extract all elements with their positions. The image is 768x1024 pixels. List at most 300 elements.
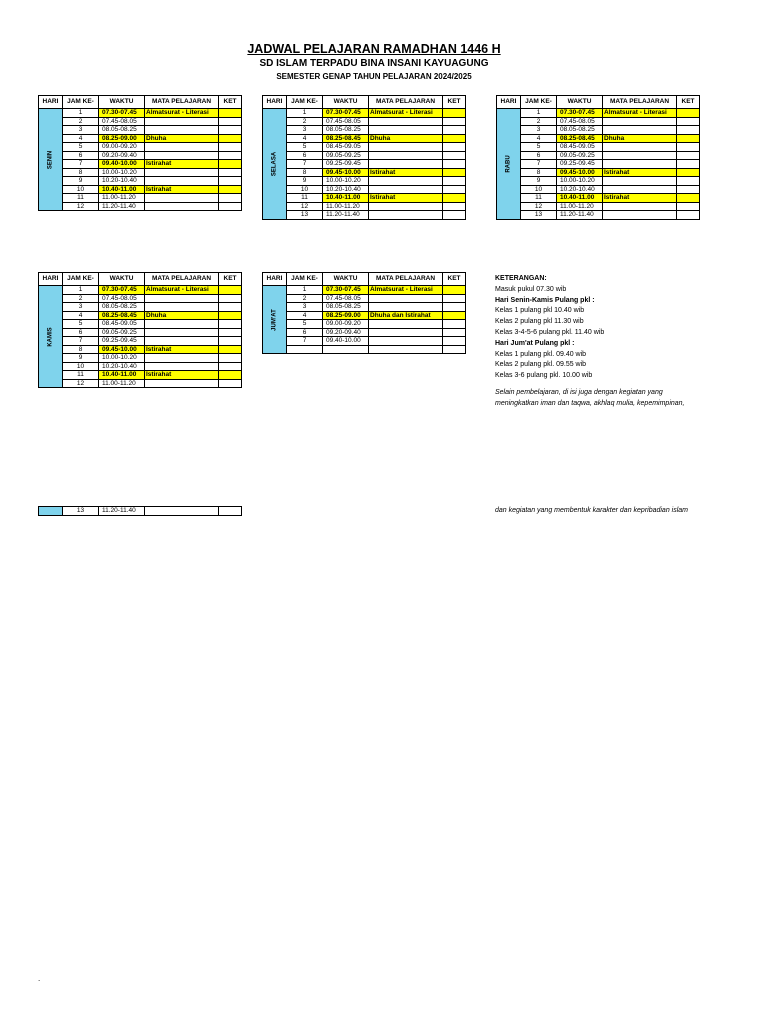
keterangan-line: Kelas 1 pulang pkl. 09.40 wib bbox=[495, 350, 587, 358]
table-row bbox=[263, 328, 466, 337]
jam-cell: 4 bbox=[63, 311, 99, 320]
mapel-cell: Dhuha bbox=[145, 134, 219, 143]
jam-cell: 7 bbox=[63, 337, 99, 346]
table-row bbox=[497, 143, 700, 152]
table-row bbox=[497, 168, 700, 177]
table-row bbox=[497, 177, 700, 186]
waktu-cell: 10.00-10.20 bbox=[323, 177, 369, 186]
waktu-cell: 09.45-10.00 bbox=[557, 168, 603, 177]
selasa-schedule-table bbox=[262, 95, 466, 220]
jam-cell: 4 bbox=[287, 134, 323, 143]
ket-cell bbox=[443, 345, 466, 354]
mapel-cell: Dhuha bbox=[603, 134, 677, 143]
ket-cell bbox=[677, 143, 700, 152]
ket-cell bbox=[219, 202, 242, 211]
ket-header: KET bbox=[219, 273, 242, 286]
kamis-extra-row-table bbox=[38, 506, 242, 516]
mapel-cell: Almatsurat - Literasi bbox=[603, 109, 677, 118]
jam-cell: 12 bbox=[287, 202, 323, 211]
mapel-header: MATA PELAJARAN bbox=[145, 96, 219, 109]
waktu-cell: 08.45-09.05 bbox=[99, 320, 145, 329]
jam-cell: 11 bbox=[287, 194, 323, 203]
waktu-cell: 09.20-09.40 bbox=[99, 151, 145, 160]
mapel-cell: Istirahat bbox=[369, 194, 443, 203]
table-row bbox=[263, 177, 466, 186]
school-name: SD ISLAM TERPADU BINA INSANI KAYUAGUNG bbox=[259, 58, 489, 69]
table-row bbox=[263, 294, 466, 303]
ket-cell bbox=[677, 126, 700, 135]
ket-cell bbox=[443, 294, 466, 303]
ket-cell bbox=[443, 168, 466, 177]
day-cell bbox=[263, 286, 287, 354]
jam-cell: 3 bbox=[521, 126, 557, 135]
jam-cell: 8 bbox=[521, 168, 557, 177]
kamis-schedule-table bbox=[38, 272, 242, 388]
ket-cell bbox=[677, 177, 700, 186]
waktu-cell: 11.00-11.20 bbox=[323, 202, 369, 211]
ket-cell bbox=[219, 143, 242, 152]
ket-cell bbox=[219, 354, 242, 363]
table-row bbox=[39, 507, 242, 516]
waktu-cell: 09.20-09.40 bbox=[323, 328, 369, 337]
table-row bbox=[263, 117, 466, 126]
ket-cell bbox=[219, 294, 242, 303]
mapel-cell bbox=[145, 294, 219, 303]
mapel-cell bbox=[369, 328, 443, 337]
mapel-cell bbox=[145, 379, 219, 388]
mapel-cell bbox=[145, 117, 219, 126]
mapel-cell: Dhuha bbox=[145, 311, 219, 320]
jam-cell: 4 bbox=[521, 134, 557, 143]
keterangan-note: dan kegiatan yang membentuk karakter dan kepribadian islam bbox=[495, 507, 689, 514]
footer-mark: . bbox=[38, 974, 41, 983]
table-row bbox=[263, 160, 466, 169]
mapel-cell bbox=[145, 168, 219, 177]
jam-cell: 8 bbox=[287, 168, 323, 177]
mapel-cell bbox=[145, 202, 219, 211]
waktu-cell: 10.40-11.00 bbox=[99, 371, 145, 380]
mapel-cell: Istirahat bbox=[145, 160, 219, 169]
mapel-header: MATA PELAJARAN bbox=[145, 273, 219, 286]
ket-cell bbox=[677, 194, 700, 203]
keterangan-line: Kelas 3-6 pulang pkl. 10.00 wib bbox=[495, 372, 593, 380]
day-cell bbox=[39, 286, 63, 388]
ket-cell bbox=[443, 320, 466, 329]
mapel-cell bbox=[603, 126, 677, 135]
waktu-cell: 07.30-07.45 bbox=[99, 286, 145, 295]
jam-cell: 11 bbox=[63, 371, 99, 380]
mapel-cell bbox=[369, 126, 443, 135]
mapel-header: MATA PELAJARAN bbox=[603, 96, 677, 109]
jam-cell: 10 bbox=[521, 185, 557, 194]
waktu-cell: 11.00-11.20 bbox=[99, 194, 145, 203]
table-row bbox=[39, 337, 242, 346]
mapel-cell bbox=[369, 345, 443, 354]
jam-cell: 1 bbox=[287, 286, 323, 295]
table-row bbox=[39, 160, 242, 169]
waktu-cell: 09.05-09.25 bbox=[557, 151, 603, 160]
keterangan-line: Kelas 3-4-5-6 pulang pkl. 11.40 wib bbox=[495, 328, 605, 336]
jam-cell: 8 bbox=[63, 345, 99, 354]
ket-cell bbox=[443, 143, 466, 152]
ket-cell bbox=[677, 185, 700, 194]
rabu-schedule-table bbox=[496, 95, 700, 220]
keterangan-line: Kelas 2 pulang pkl 11.30 wib bbox=[495, 318, 584, 326]
jam-cell: 12 bbox=[63, 202, 99, 211]
mapel-cell bbox=[145, 320, 219, 329]
waktu-cell: 10.40-11.00 bbox=[557, 194, 603, 203]
table-row bbox=[497, 109, 700, 118]
waktu-cell: 08.05-08.25 bbox=[557, 126, 603, 135]
table-row bbox=[263, 143, 466, 152]
table-row bbox=[39, 379, 242, 388]
table-row bbox=[39, 294, 242, 303]
waktu-cell: 09.05-09.25 bbox=[99, 328, 145, 337]
waktu-cell: 07.30-07.45 bbox=[323, 109, 369, 118]
ket-cell bbox=[677, 160, 700, 169]
semester-label: SEMESTER GENAP TAHUN PELAJARAN 2024/2025 bbox=[276, 72, 472, 81]
ket-cell bbox=[677, 211, 700, 220]
ket-cell bbox=[219, 379, 242, 388]
mapel-cell bbox=[603, 151, 677, 160]
table-row bbox=[263, 134, 466, 143]
ket-cell bbox=[443, 328, 466, 337]
keterangan-line: Hari Jum'at Pulang pkl : bbox=[495, 339, 575, 347]
mapel-cell bbox=[603, 117, 677, 126]
mapel-cell bbox=[369, 160, 443, 169]
table-row bbox=[39, 371, 242, 380]
day-cell bbox=[497, 109, 521, 220]
mapel-cell bbox=[145, 177, 219, 186]
jam-cell: 2 bbox=[287, 117, 323, 126]
jam-cell: 6 bbox=[63, 151, 99, 160]
mapel-cell bbox=[603, 177, 677, 186]
ket-cell bbox=[219, 507, 242, 516]
mapel-cell bbox=[603, 160, 677, 169]
mapel-cell bbox=[145, 354, 219, 363]
waktu-header: WAKTU bbox=[99, 96, 145, 109]
waktu-cell: 10.40-11.00 bbox=[323, 194, 369, 203]
mapel-cell bbox=[145, 194, 219, 203]
waktu-cell: 08.25-09.00 bbox=[323, 311, 369, 320]
keterangan-note: Selain pembelajaran, di isi juga dengan kegiatan yang bbox=[495, 388, 663, 396]
mapel-cell bbox=[603, 211, 677, 220]
waktu-cell: 11.20-11.40 bbox=[323, 211, 369, 220]
jam-cell: 2 bbox=[63, 117, 99, 126]
mapel-cell: Istirahat bbox=[603, 194, 677, 203]
jam-cell: 9 bbox=[521, 177, 557, 186]
ket-cell bbox=[219, 168, 242, 177]
jam-cell: 5 bbox=[287, 320, 323, 329]
jam-cell: 11 bbox=[521, 194, 557, 203]
jam-cell: 4 bbox=[287, 311, 323, 320]
mapel-cell bbox=[369, 211, 443, 220]
mapel-cell bbox=[369, 303, 443, 312]
ket-cell bbox=[219, 320, 242, 329]
ket-cell bbox=[443, 177, 466, 186]
ket-cell bbox=[219, 185, 242, 194]
jumat-schedule-table bbox=[262, 272, 466, 354]
waktu-cell: 07.45-08.05 bbox=[323, 294, 369, 303]
jam-cell: 1 bbox=[63, 109, 99, 118]
waktu-cell: 08.05-08.25 bbox=[323, 126, 369, 135]
ket-cell bbox=[677, 117, 700, 126]
waktu-cell: 10.00-10.20 bbox=[99, 168, 145, 177]
waktu-cell: 08.25-08.45 bbox=[557, 134, 603, 143]
table-row bbox=[263, 345, 466, 354]
ket-cell bbox=[443, 151, 466, 160]
waktu-cell: 11.20-11.40 bbox=[99, 507, 145, 516]
waktu-cell: 09.25-09.45 bbox=[99, 337, 145, 346]
mapel-cell bbox=[603, 202, 677, 211]
waktu-cell: 07.45-08.05 bbox=[99, 117, 145, 126]
ket-cell bbox=[443, 311, 466, 320]
table-row bbox=[497, 185, 700, 194]
waktu-cell: 07.30-07.45 bbox=[323, 286, 369, 295]
jam-cell: 6 bbox=[63, 328, 99, 337]
jam-cell: 1 bbox=[521, 109, 557, 118]
waktu-cell: 11.00-11.20 bbox=[557, 202, 603, 211]
jam-cell: 3 bbox=[63, 303, 99, 312]
table-row bbox=[497, 211, 700, 220]
ket-cell bbox=[443, 202, 466, 211]
hari-header: HARI bbox=[263, 96, 287, 109]
waktu-cell: 07.45-08.05 bbox=[323, 117, 369, 126]
mapel-header: MATA PELAJARAN bbox=[369, 273, 443, 286]
document-title: JADWAL PELAJARAN RAMADHAN 1446 H bbox=[247, 42, 501, 56]
jam-header: JAM KE- bbox=[287, 273, 323, 286]
ket-cell bbox=[219, 160, 242, 169]
mapel-cell: Istirahat bbox=[603, 168, 677, 177]
jam-cell: 10 bbox=[63, 362, 99, 371]
ket-cell bbox=[677, 151, 700, 160]
ket-cell bbox=[677, 168, 700, 177]
waktu-cell: 09.40-10.00 bbox=[99, 160, 145, 169]
day-label: JUM'AT bbox=[270, 308, 277, 331]
table-row bbox=[39, 320, 242, 329]
ket-header: KET bbox=[219, 96, 242, 109]
jam-cell: 2 bbox=[287, 294, 323, 303]
jam-cell: 5 bbox=[287, 143, 323, 152]
mapel-cell bbox=[145, 143, 219, 152]
ket-cell bbox=[219, 303, 242, 312]
waktu-cell: 08.05-08.25 bbox=[99, 126, 145, 135]
ket-cell bbox=[677, 134, 700, 143]
keterangan-note: meningkatkan iman dan taqwa, akhlaq mulia, kepemimpinan, bbox=[495, 399, 685, 407]
waktu-cell: 09.05-09.25 bbox=[323, 151, 369, 160]
jam-cell: 9 bbox=[287, 177, 323, 186]
table-row bbox=[39, 134, 242, 143]
jam-cell: 5 bbox=[521, 143, 557, 152]
table-row bbox=[39, 345, 242, 354]
table-row bbox=[263, 337, 466, 346]
senin-schedule-table bbox=[38, 95, 242, 211]
mapel-cell: Almatsurat - Literasi bbox=[369, 286, 443, 295]
waktu-cell: 07.30-07.45 bbox=[557, 109, 603, 118]
jam-cell: 9 bbox=[63, 177, 99, 186]
table-row bbox=[39, 185, 242, 194]
mapel-cell bbox=[369, 294, 443, 303]
mapel-cell: Almatsurat - Literasi bbox=[369, 109, 443, 118]
mapel-cell: Istirahat bbox=[145, 345, 219, 354]
waktu-cell: 09.25-09.45 bbox=[323, 160, 369, 169]
ket-header: KET bbox=[677, 96, 700, 109]
ket-cell bbox=[443, 109, 466, 118]
ket-header: KET bbox=[443, 273, 466, 286]
jam-cell: 13 bbox=[287, 211, 323, 220]
jam-cell: 3 bbox=[287, 126, 323, 135]
day-label: SELASA bbox=[270, 151, 277, 176]
jam-cell: 5 bbox=[63, 320, 99, 329]
ket-cell bbox=[677, 202, 700, 211]
table-row bbox=[497, 160, 700, 169]
mapel-cell bbox=[145, 151, 219, 160]
mapel-cell bbox=[369, 185, 443, 194]
waktu-cell: 07.30-07.45 bbox=[99, 109, 145, 118]
table-row bbox=[497, 202, 700, 211]
waktu-cell: 11.00-11.20 bbox=[99, 379, 145, 388]
table-row bbox=[39, 109, 242, 118]
jam-cell: 5 bbox=[63, 143, 99, 152]
mapel-cell: Dhuha dan Istirahat bbox=[369, 311, 443, 320]
mapel-cell: Istirahat bbox=[145, 371, 219, 380]
table-row bbox=[263, 168, 466, 177]
jam-header: JAM KE- bbox=[63, 96, 99, 109]
table-row bbox=[39, 177, 242, 186]
table-row bbox=[39, 168, 242, 177]
waktu-cell: 11.20-11.40 bbox=[557, 211, 603, 220]
jam-cell: 2 bbox=[521, 117, 557, 126]
waktu-cell: 08.45-09.05 bbox=[323, 143, 369, 152]
day-cell bbox=[39, 507, 63, 516]
day-label: RABU bbox=[504, 155, 511, 173]
table-row bbox=[39, 117, 242, 126]
table-row bbox=[263, 126, 466, 135]
keterangan-line: Kelas 2 pulang pkl. 09.55 wib bbox=[495, 361, 587, 369]
jam-header: JAM KE- bbox=[287, 96, 323, 109]
mapel-cell bbox=[369, 117, 443, 126]
jam-cell: 6 bbox=[287, 151, 323, 160]
table-row bbox=[497, 126, 700, 135]
jam-cell: 6 bbox=[521, 151, 557, 160]
waktu-cell: 08.45-09.05 bbox=[557, 143, 603, 152]
ket-cell bbox=[219, 286, 242, 295]
jam-cell: 3 bbox=[63, 126, 99, 135]
header-row bbox=[263, 96, 466, 109]
mapel-cell bbox=[369, 143, 443, 152]
jam-cell: 7 bbox=[521, 160, 557, 169]
waktu-cell: 08.25-08.45 bbox=[99, 311, 145, 320]
ket-cell bbox=[219, 194, 242, 203]
ket-cell bbox=[219, 134, 242, 143]
table-row bbox=[263, 194, 466, 203]
mapel-cell bbox=[145, 337, 219, 346]
ket-cell bbox=[219, 109, 242, 118]
jam-cell: 2 bbox=[63, 294, 99, 303]
day-label: SENIN bbox=[46, 150, 53, 169]
keterangan-line: Masuk pukul 07.30 wib bbox=[495, 285, 567, 293]
waktu-header: WAKTU bbox=[99, 273, 145, 286]
jam-cell: 1 bbox=[287, 109, 323, 118]
jam-cell: 10 bbox=[63, 185, 99, 194]
waktu-cell: 08.05-08.25 bbox=[99, 303, 145, 312]
jam-cell: 12 bbox=[521, 202, 557, 211]
mapel-cell bbox=[145, 507, 219, 516]
ket-cell bbox=[219, 117, 242, 126]
ket-cell bbox=[677, 109, 700, 118]
table-row bbox=[39, 126, 242, 135]
hari-header: HARI bbox=[39, 96, 63, 109]
waktu-cell: 08.25-09.00 bbox=[99, 134, 145, 143]
table-row bbox=[39, 286, 242, 295]
jam-header: JAM KE- bbox=[521, 96, 557, 109]
ket-cell bbox=[219, 126, 242, 135]
keterangan-line: Kelas 1 pulang pkl 10.40 wib bbox=[495, 307, 585, 315]
jam-cell: 7 bbox=[287, 337, 323, 346]
table-row bbox=[263, 185, 466, 194]
day-cell bbox=[39, 109, 63, 211]
jam-cell: 3 bbox=[287, 303, 323, 312]
waktu-header: WAKTU bbox=[323, 96, 369, 109]
waktu-cell: 10.00-10.20 bbox=[557, 177, 603, 186]
waktu-cell: 09.45-10.00 bbox=[99, 345, 145, 354]
table-row bbox=[497, 151, 700, 160]
table-row bbox=[39, 194, 242, 203]
waktu-cell: 09.25-09.45 bbox=[557, 160, 603, 169]
table-row bbox=[263, 286, 466, 295]
jam-cell: 1 bbox=[63, 286, 99, 295]
table-row bbox=[497, 117, 700, 126]
table-row bbox=[497, 194, 700, 203]
table-row bbox=[497, 134, 700, 143]
mapel-cell: Almatsurat - Literasi bbox=[145, 286, 219, 295]
jam-cell: 4 bbox=[63, 134, 99, 143]
waktu-cell: 07.45-08.05 bbox=[99, 294, 145, 303]
waktu-header: WAKTU bbox=[323, 273, 369, 286]
table-row bbox=[39, 362, 242, 371]
mapel-cell bbox=[369, 320, 443, 329]
jam-cell: 6 bbox=[287, 328, 323, 337]
mapel-cell: Istirahat bbox=[145, 185, 219, 194]
mapel-header: MATA PELAJARAN bbox=[369, 96, 443, 109]
ket-cell bbox=[443, 117, 466, 126]
waktu-cell: 10.00-10.20 bbox=[99, 354, 145, 363]
ket-cell bbox=[219, 371, 242, 380]
keterangan-heading: KETERANGAN: bbox=[495, 275, 547, 282]
table-row bbox=[39, 143, 242, 152]
waktu-cell: 08.25-08.45 bbox=[323, 134, 369, 143]
jam-cell bbox=[287, 345, 323, 354]
ket-cell bbox=[443, 303, 466, 312]
waktu-cell: 08.05-08.25 bbox=[323, 303, 369, 312]
keterangan-line: Hari Senin-Kamis Pulang pkl : bbox=[495, 296, 595, 304]
mapel-cell bbox=[369, 202, 443, 211]
waktu-cell bbox=[323, 345, 369, 354]
jam-cell: 9 bbox=[63, 354, 99, 363]
ket-cell bbox=[219, 328, 242, 337]
jam-cell: 13 bbox=[521, 211, 557, 220]
ket-cell bbox=[219, 337, 242, 346]
keterangan-notes bbox=[495, 274, 725, 410]
ket-cell bbox=[443, 211, 466, 220]
ket-cell bbox=[219, 177, 242, 186]
jam-cell: 7 bbox=[287, 160, 323, 169]
waktu-cell: 10.20-10.40 bbox=[99, 177, 145, 186]
header-row bbox=[39, 273, 242, 286]
table-row bbox=[263, 109, 466, 118]
ket-cell bbox=[443, 194, 466, 203]
ket-cell bbox=[219, 151, 242, 160]
